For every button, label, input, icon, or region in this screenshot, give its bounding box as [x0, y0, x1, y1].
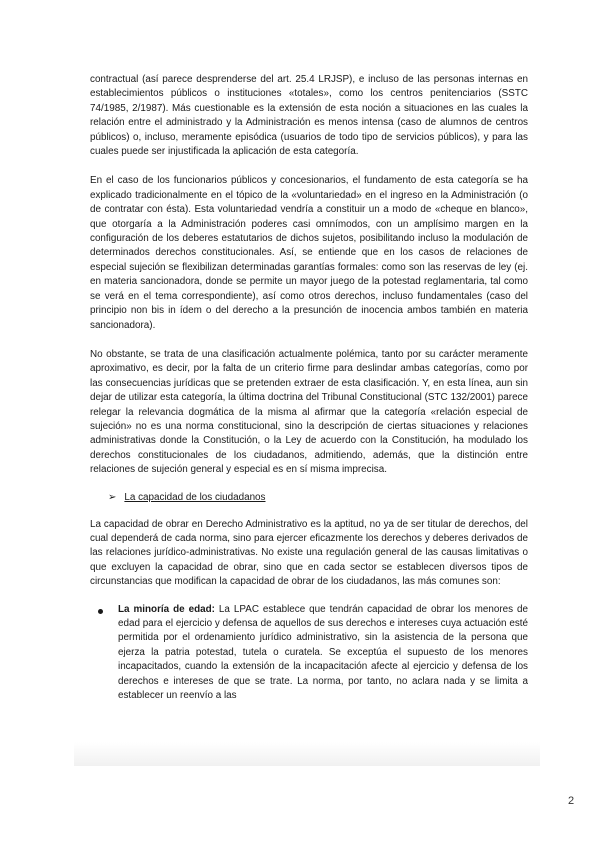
- page-number: 2: [568, 795, 575, 807]
- list-item: [90, 603, 528, 704]
- section-title: La capacidad de los ciudadanos: [124, 491, 266, 503]
- bullet-text: La LPAC establece que tendrán capacidad de obrar los menores de edad para el ejercicio y defensa de aquellos de sus derechos e intereses cuya actuación esté permitida por el ordenamiento jurídico administrativo, sin la asistencia de la persona que ejerza la patria potestad, tutela o curatela. Se exceptúa el supuesto de los menores incapacitados, cuando la extensión de la incapacitación afecte al ejercicio y defensa de los derechos e intereses de que se trate. La norma, por tanto, no aclara nada y se limita a establecer un reenvío a las: [118, 603, 528, 702]
- bullet-paragraph: [118, 603, 528, 704]
- paragraph-4: La capacidad de obrar en Derecho Administrativo es la aptitud, no ya de ser titular de derechos, del cual dependerá de cada norma, sino para ejercer eficazmente los derechos y deberes derivados de las relaciones jurídico-administrativas. No existe una regulación general de las causas limitativas o que excluyen la capacidad de obrar, sino que en cada sector se establecen diversos tipos de circunstancias que modifican la capacidad de obrar de los ciudadanos, las más comunes son:: [90, 518, 528, 588]
- paragraph-3: No obstante, se trata de una clasificación actualmente polémica, tanto por su carácter meramente aproximativo, es decir, por la falta de un criterio firme para deslindar ambas categorías, como por las consecuencias jurídicas que se pretenden extraer de esta clasificación. Y, en esta línea, aun sin dejar de utilizar esta categoría, la última doctrina del Tribunal Constitucional (STC 132/2001) parece relegar la relevancia dogmática de la misma al afirmar que la categoría «relación especial de sujeción» no es una norma constitucional, sino la descripción de ciertas situaciones y relaciones administrativas donde la Constitución, o la Ley de acuerdo con la Constitución, ha modulado los derechos constitucionales de los ciudadanos, admitiendo, además, que la distinción entre relaciones de sujeción general y especial es en sí misma imprecisa.: [90, 348, 528, 476]
- bullet-dot-icon: [98, 609, 103, 614]
- bullet-label: La minoría de edad:: [118, 603, 215, 615]
- arrow-bullet-icon: ➢: [108, 491, 117, 503]
- page-bottom-shade: [74, 742, 540, 766]
- page-body: [90, 73, 528, 703]
- bullet-list: [90, 603, 528, 704]
- section-heading: [108, 491, 528, 505]
- paragraph-1: contractual (así parece desprenderse del art. 25.4 LRJSP), e incluso de las personas internas en establecimientos públicos o instituciones «totales», como los centros penitenciarios (SSTC 74/1985, 2/1987). Más cuestionable es la extensión de esta noción a situaciones en las cuales la relación entre el administrado y la Administración es menos intensa (caso de alumnos de centros públicos) o, incluso, meramente episódica (usuarios de todo tipo de servicios públicos), y para las cuales puede ser injustificada la aplicación de esta categoría.: [90, 74, 528, 158]
- paragraph-2: En el caso de los funcionarios públicos y concesionarios, el fundamento de esta categoría se ha explicado tradicionalmente en el tópico de la «voluntariedad» en el ingreso en la Administración (o de contratar con ésta). Esta voluntariedad vendría a constituir un a modo de «cheque en blanco», que otorgaría a la Administración poderes casi omnímodos, con un amplísimo margen en la configuración de los deberes estatutarios de dichos sujetos, posibilitando incluso la modulación de determinados derechos constitucionales. Así, se entiende que en los casos de relaciones de especial sujeción se flexibilizan determinadas garantías formales: como son las reservas de ley (ej. en materia sancionadora, donde se permite un mayor juego de la potestad reglamentaria, tal como se verá en el tema correspondiente), así como otros derechos, incluso fundamentales (caso del principio non bis in ídem o del derecho a la presunción de inocencia ambos también en materia sancionadora).: [90, 175, 528, 331]
